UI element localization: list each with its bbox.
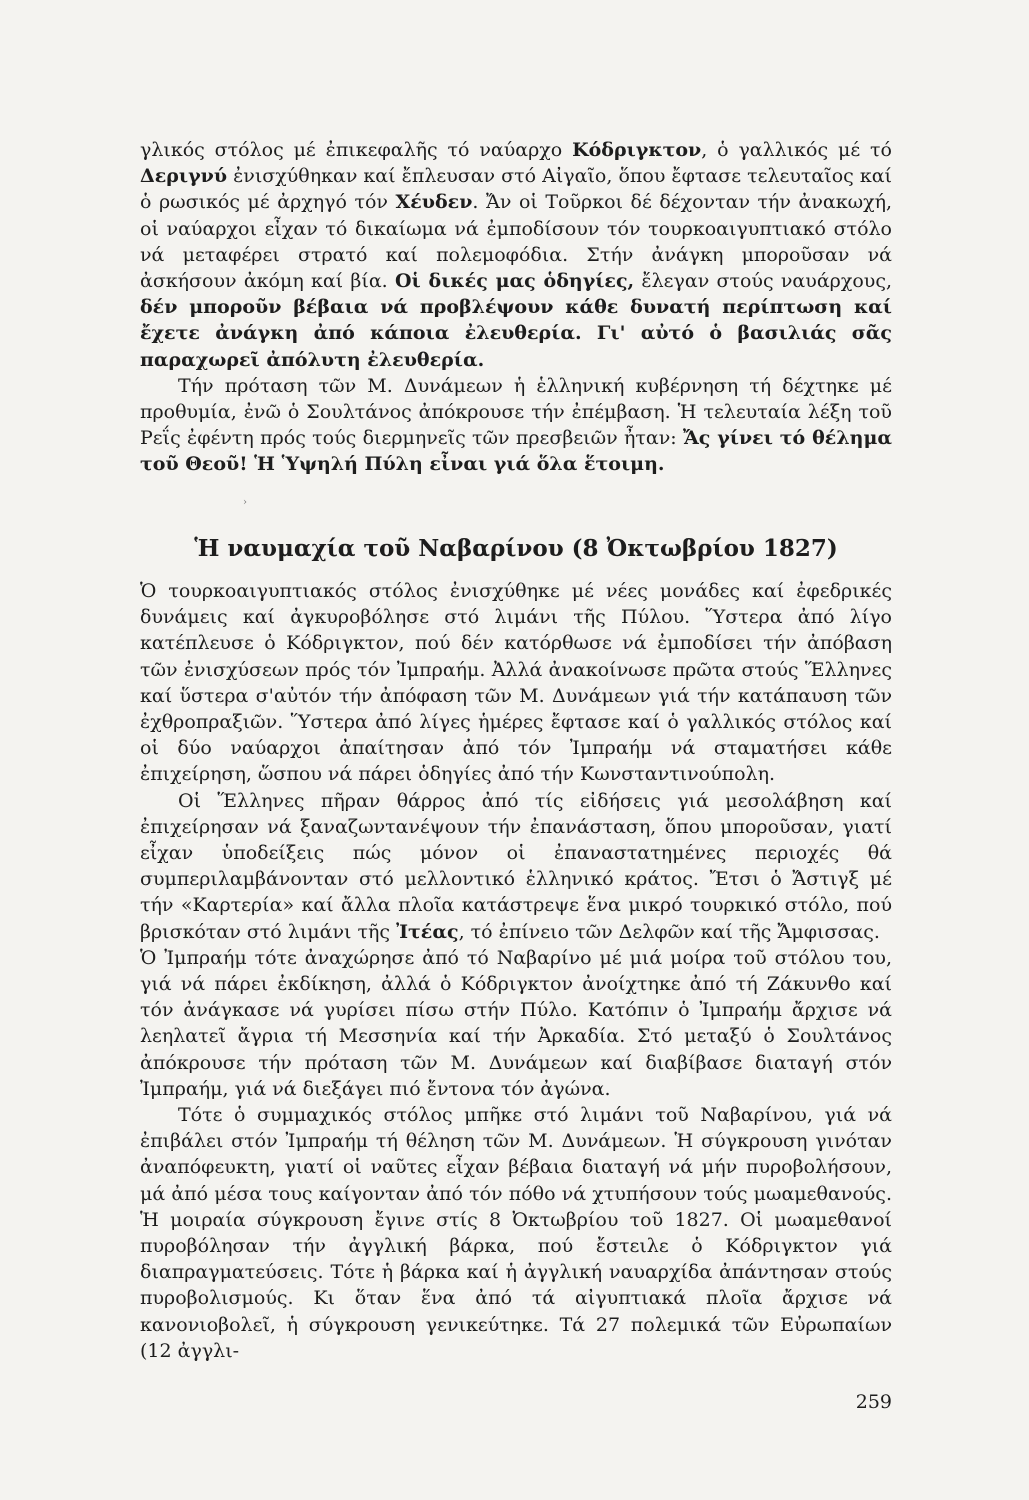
paragraph-4: Οἱ Ἕλληνες πῆραν θάρρος ἀπό τίς εἰδήσεις γιά μεσολάβηση καί ἐπιχείρησαν νά ξαναζωντανέψουν τήν ἐπανάσταση, ὅπου μποροῦσαν, γιατί εἶχαν ὑποδείξεις πώς μόνον οἱ ἐπαναστατημένες περιοχές θά συμπεριλαμβάνονταν στό μελλοντικό ἑλληνικό κράτος. Ἔτσι ὁ Ἄστιγξ μέ τήν «Καρτερία» καί ἄλλα πλοῖα κατάστρεψε ἕνα μικρό τουρκικό στόλο, πού βρισκόταν στό λιμάνι τῆς Ἰτέας, τό ἐπίνειο τῶν Δελφῶν καί τῆς Ἄμφισσας.: [140, 789, 892, 943]
section-heading: Ἡ ναυμαχία τοῦ Ναβαρίνου (8 Ὀκτωβρίου 1827): [194, 535, 838, 562]
paragraph-5: Ὁ Ἰμπραήμ τότε ἀναχώρησε ἀπό τό Ναβαρίνο μέ μιά μοίρα τοῦ στόλου του, γιά νά πάρει ἐκδίκηση, ἀλλά ὁ Κόδριγκτον ἀνοίχτηκε ἀπό τή Ζάκυνθο καί τόν ἀνάγκασε νά γυρίσει πίσω στήν Πύλο. Κατόπιν ὁ Ἰμπραήμ ἄρχισε νά λεηλατεῖ ἄγρια τή Μεσσηνία καί τήν Ἀρκαδία. Στό μεταξύ ὁ Σουλτάνος ἀπόκρουσε τήν πρόταση τῶν Μ. Δυνάμεων καί διαβίβασε διαταγή στόν Ἰμπραήμ, γιά νά διεξάγει πιό ἔντονα τόν ἀγώνα.: [140, 946, 892, 1100]
bold-name-de-rigny: Δεριγνύ: [140, 165, 228, 188]
paragraph-1: γλικός στόλος μέ ἐπικεφαλῆς τό ναύαρχο Κόδριγκτον, ὁ γαλλικός μέ τό Δεριγνύ ἐνισχύθηκαν καί ἔπλευσαν στό Αἰγαῖο, ὅπου ἔφτασε τελευταῖος καί ὁ ρωσικός μέ ἀρχηγό τόν Χέυδεν. Ἄν οἱ Τοῦρκοι δέ δέχονταν τήν ἀνακωχή, οἱ ναύαρχοι εἶχαν τό δικαίωμα νά ἐμποδίσουν τόν τουρκοαιγυπτιακό στόλο νά μεταφέρει στρατό καί πολεμοφόδια. Στήν ἀνάγκη μποροῦσαν νά ἀσκήσουν ἀκόμη καί βία. Οἱ δικές μας ὁδηγίες, ἔλεγαν στούς ναυάρχους, δέν μποροῦν βέβαια νά προβλέψουν κάθε δυνατή περίπτωση καί ἔχετε ἀνάγκη ἀπό κάποια ἐλευθερία. Γι' αὐτό ὁ βασιλιάς σᾶς παραχωρεῖ ἀπόλυτη ἐλευθερία.: [140, 139, 893, 371]
bold-quote-start: Οἱ δικές μας ὁδηγίες,: [394, 270, 635, 293]
paragraph-3: Ὁ τουρκοαιγυπτιακός στόλος ἐνισχύθηκε μέ νέες μονάδες καί ἐφεδρικές δυνάμεις καί ἀγκυροβόλησε στό λιμάνι τῆς Πύλου. Ὕστερα ἀπό λίγο κατέπλευσε ὁ Κόδριγκτον, πού δέν κατόρθωσε νά ἐμποδίσει τήν ἀπόβαση τῶν ἐνισχύσεων πρός τόν Ἰμπραήμ. Ἀλλά ἀνακοίνωσε πρῶτα στούς Ἕλληνες καί ὕστερα σ'αὐτόν τήν ἀπόφαση τῶν Μ. Δυνάμεων γιά τήν κατάπαυση τῶν ἐχθροπραξιῶν. Ὕστερα ἀπό λίγες ἡμέρες ἔφτασε καί ὁ γαλλικός στόλος καί οἱ δύο ναύαρχοι ἀπαίτησαν ἀπό τόν Ἰμπραήμ νά σταματήσει κάθε ἐπιχείρηση, ὥσπου νά πάρει ὁδηγίες ἀπό τήν Κωνσταντινούπολη.: [140, 580, 892, 786]
paragraph-2: Τήν πρόταση τῶν Μ. Δυνάμεων ἡ ἑλληνική κυβέρνηση τή δέχτηκε μέ προθυμία, ἐνῶ ὁ Σουλτάνος ἀπόκρουσε τήν ἐπέμβαση. Ἡ τελευταία λέξη τοῦ Ρεΐς ἐφέντη πρός τούς διερμηνεῖς τῶν πρεσβειῶν ἦταν: Ἄς γίνει τό θέλημα τοῦ Θεοῦ! Ἡ Ὑψηλή Πύλη εἶναι γιά ὅλα ἕτοιμη.: [140, 374, 892, 476]
paragraph-6: Τότε ὁ συμμαχικός στόλος μπῆκε στό λιμάνι τοῦ Ναβαρίνου, γιά νά ἐπιβάλει στόν Ἰμπραήμ τή θέληση τῶν Μ. Δυνάμεων. Ἡ σύγκρουση γινόταν ἀναπόφευκτη, γιατί οἱ ναῦτες εἶχαν βέβαια διαταγή νά μήν πυροβολήσουν, μά ἀπό μέσα τους καίγονταν ἀπό τόν πόθο νά χτυπήσουν τούς μωαμεθανούς. Ἡ μοιραία σύγκρουση ἔγινε στίς 8 Ὀκτωβρίου τοῦ 1827. Οἱ μωαμεθανοί πυροβόλησαν τήν ἀγγλική βάρκα, πού ἔστειλε ὁ Κόδριγκτον γιά διαπραγματεύσεις. Τότε ἡ βάρκα καί ἡ ἀγγλική ναυαρχίδα ἀπάντησαν στούς πυροβολισμούς. Κι ὅταν ἕνα ἀπό τά αἰγυπτιακά πλοῖα ἄρχισε νά κανονιοβολεῖ, ἡ σύγκρουση γενικεύτηκε. Τά 27 πολεμικά τῶν Εὐρωπαίων (12 ἀγγλι-: [140, 1104, 892, 1362]
text-block-top: [140, 137, 892, 478]
bold-place-itea: Ἰτέας: [396, 920, 459, 943]
page-number: 259: [855, 1391, 892, 1413]
text-block-main: [140, 578, 892, 1364]
bold-quote-reis-efendi: Ἄς γίνει τό θέλημα τοῦ Θεοῦ! Ἡ Ὑψηλή Πύλη εἶναι γιά ὅλα ἕτοιμη.: [140, 427, 892, 476]
stray-mark: ›: [243, 497, 247, 508]
bold-name-heyden: Χέυδεν: [395, 191, 473, 214]
bold-name-codrington: Κόδριγκτον: [572, 139, 702, 161]
bold-quote-end: δέν μποροῦν βέβαια νά προβλέψουν κάθε δυνατή περίπτωση καί ἔχετε ἀνάγκη ἀπό κάποια ἐλευθερία. Γι' αὐτό ὁ βασιλιάς σᾶς παραχωρεῖ ἀπόλυτη ἐλευθερία.: [140, 296, 892, 371]
